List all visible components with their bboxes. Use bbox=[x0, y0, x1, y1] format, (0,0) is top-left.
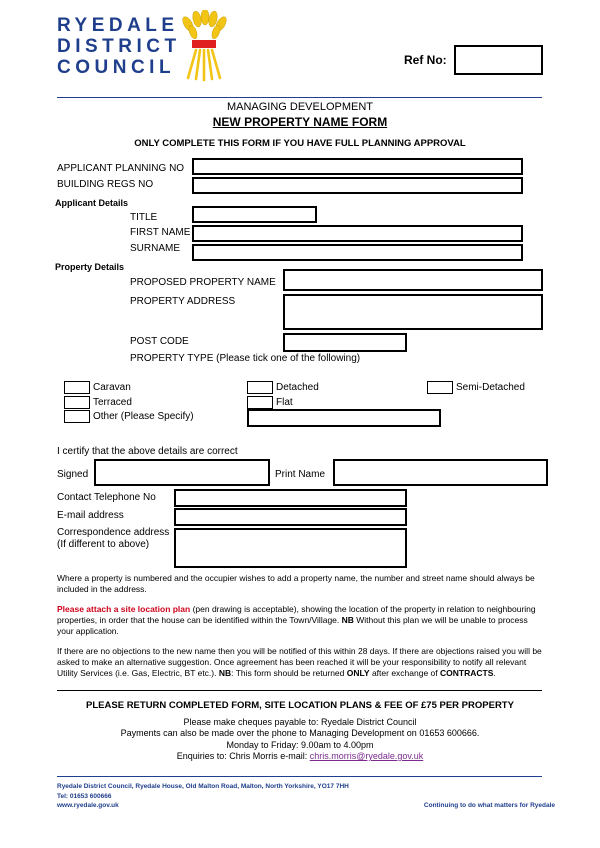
surname-field[interactable] bbox=[192, 244, 523, 261]
property-address-label: PROPERTY ADDRESS bbox=[130, 296, 236, 307]
correspondence-address-sublabel: (If different to above) bbox=[57, 539, 150, 550]
form-title: NEW PROPERTY NAME FORM bbox=[212, 115, 388, 129]
objections-end: . bbox=[493, 668, 496, 678]
planning-approval-instruction: ONLY COMPLETE THIS FORM IF YOU HAVE FULL PLANNING APPROVAL bbox=[134, 138, 466, 149]
detached-label: Detached bbox=[276, 382, 319, 393]
site-plan-alert: Please attach a site location plan bbox=[57, 604, 191, 614]
logo-line-council: COUNCIL bbox=[57, 57, 176, 78]
return-divider bbox=[57, 690, 542, 691]
objections-text: If there are no objections to the new name then you will be notified of this within 28 days. If there are objections raised you will be asked to make an alternative suggestion. Once agreement has been reached it will be your responsibility to notify all relevant Utility Services (i.e. Gas, Electric, BT etc.). bbox=[57, 646, 542, 678]
detached-checkbox[interactable] bbox=[247, 381, 273, 394]
enquiries-email-link[interactable]: chris.morris@ryedale.gov.uk bbox=[309, 751, 424, 761]
terraced-checkbox[interactable] bbox=[64, 396, 90, 409]
numbered-property-note: Where a property is numbered and the occupier wishes to add a property name, the number and street name should always be included in the address. bbox=[57, 573, 535, 594]
correspondence-address-field[interactable] bbox=[174, 528, 407, 568]
wheat-sheaf-crest-icon bbox=[178, 10, 230, 82]
other-specify-field[interactable] bbox=[247, 409, 441, 427]
first-name-label: FIRST NAME bbox=[130, 227, 191, 238]
site-plan-note bbox=[57, 604, 542, 637]
signature-field[interactable] bbox=[94, 459, 270, 486]
building-regs-no-label: BUILDING REGS NO bbox=[57, 179, 154, 190]
email-label: E-mail address bbox=[57, 510, 124, 521]
email-field[interactable] bbox=[174, 508, 407, 526]
proposed-property-name-label: PROPOSED PROPERTY NAME bbox=[130, 277, 276, 288]
property-address-field[interactable] bbox=[283, 294, 543, 330]
return-heading: PLEASE RETURN COMPLETED FORM, SITE LOCATION PLANS & FEE OF £75 PER PROPERTY bbox=[86, 700, 514, 711]
other-checkbox[interactable] bbox=[64, 410, 90, 423]
terraced-label: Terraced bbox=[93, 397, 132, 408]
title-label: TITLE bbox=[130, 212, 158, 223]
logo-line-district: DISTRICT bbox=[57, 36, 181, 57]
semi-detached-label: Semi-Detached bbox=[456, 382, 525, 393]
correspondence-address-label: Correspondence address bbox=[57, 527, 170, 538]
proposed-property-name-field[interactable] bbox=[283, 269, 543, 291]
property-type-label: PROPERTY TYPE (Please tick one of the following) bbox=[130, 353, 361, 364]
semi-detached-checkbox[interactable] bbox=[427, 381, 453, 394]
objections-contracts: CONTRACTS bbox=[440, 668, 494, 678]
caravan-checkbox[interactable] bbox=[64, 381, 90, 394]
objections-nb: NB bbox=[218, 668, 232, 678]
flat-label: Flat bbox=[276, 397, 293, 408]
print-name-field[interactable] bbox=[333, 459, 548, 486]
telephone-label: Contact Telephone No bbox=[57, 492, 156, 503]
footer-slogan: Continuing to do what matters for Ryedale bbox=[423, 802, 555, 809]
caravan-label: Caravan bbox=[93, 382, 131, 393]
site-plan-text-end: Without this plan we will be unable to process your application. bbox=[57, 615, 528, 636]
ref-no-field[interactable] bbox=[454, 45, 543, 75]
objections-text-2: : This form should be returned bbox=[231, 668, 347, 678]
footer-address: Ryedale District Council, Ryedale House, Old Malton Road, Malton, North Yorkshire, YO17 7HH bbox=[57, 783, 349, 790]
opening-hours-text: Monday to Friday: 9.00am to 4.00pm bbox=[226, 740, 374, 750]
enquiries-text: Enquiries to: Chris Morris e-mail: bbox=[176, 751, 310, 761]
print-name-label: Print Name bbox=[275, 469, 326, 480]
ref-no-label: Ref No: bbox=[404, 53, 447, 67]
applicant-planning-no-label: APPLICANT PLANNING NO bbox=[57, 163, 185, 174]
first-name-field[interactable] bbox=[192, 225, 523, 242]
telephone-field[interactable] bbox=[174, 489, 407, 507]
post-code-label: POST CODE bbox=[130, 336, 189, 347]
footer-telephone: Tel: 01653 600666 bbox=[57, 793, 112, 800]
site-plan-nb: NB bbox=[341, 615, 354, 625]
certify-statement: I certify that the above details are correct bbox=[57, 446, 238, 457]
department-title: MANAGING DEVELOPMENT bbox=[226, 101, 374, 113]
objections-note bbox=[57, 646, 542, 679]
phone-payment-text: Payments can also be made over the phone to Managing Development on 01653 600666. bbox=[120, 728, 480, 738]
building-regs-no-field[interactable] bbox=[192, 177, 523, 194]
applicant-planning-no-field[interactable] bbox=[192, 158, 523, 175]
enquiries-line bbox=[0, 751, 600, 761]
flat-checkbox[interactable] bbox=[247, 396, 273, 409]
cheques-payable-text: Please make cheques payable to: Ryedale District Council bbox=[183, 717, 417, 727]
surname-label: SURNAME bbox=[130, 243, 181, 254]
signed-label: Signed bbox=[57, 469, 89, 480]
property-details-heading: Property Details bbox=[55, 262, 125, 272]
header-divider bbox=[57, 97, 542, 98]
footer-website[interactable]: www.ryedale.gov.uk bbox=[57, 802, 119, 809]
objections-text-3: after exchange of bbox=[369, 668, 441, 678]
site-plan-text: (pen drawing is acceptable), showing the location of the property in relation to neighbouring properties, in order that the house can be identified within the Town/Village. bbox=[57, 604, 536, 625]
other-label: Other (Please Specify) bbox=[93, 411, 194, 422]
footer-divider bbox=[57, 776, 542, 777]
title-field[interactable] bbox=[192, 206, 317, 223]
logo-line-ryedale: RYEDALE bbox=[57, 15, 179, 36]
post-code-field[interactable] bbox=[283, 333, 407, 352]
applicant-details-heading: Applicant Details bbox=[55, 198, 129, 208]
objections-only: ONLY bbox=[346, 668, 370, 678]
